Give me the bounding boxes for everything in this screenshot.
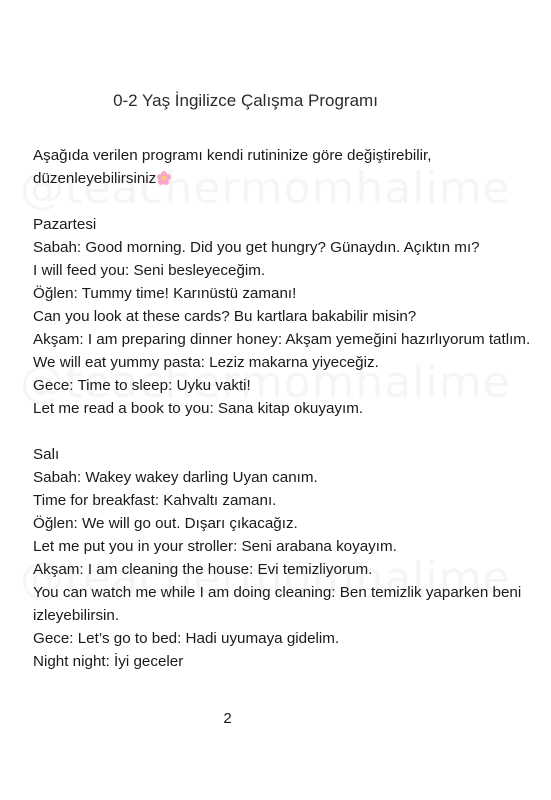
schedule-line: Time for breakfast: Kahvaltı zamanı.: [33, 492, 277, 509]
spacer: [33, 190, 538, 213]
schedule-line: Akşam: I am cleaning the house: Evi temizliyorum.: [33, 561, 373, 578]
page-title: 0-2 Yaş İngilizce Çalışma Programı: [113, 91, 378, 110]
page-number: 2: [223, 710, 232, 727]
schedule-line: Akşam: I am preparing dinner honey: Akşam yemeğini hazırlıyorum tatlım.: [33, 331, 531, 348]
schedule-line: You can watch me while I am doing cleaning: Ben temizlik yaparken beni izleyebilirsin.: [33, 584, 522, 624]
document-body: [33, 144, 538, 673]
schedule-line: Gece: Time to sleep: Uyku vakti!: [33, 377, 251, 394]
day-heading-tuesday: Salı: [33, 446, 60, 463]
intro-line: Aşağıda verilen programı kendi rutininize göre değiştirebilir,: [33, 147, 432, 164]
intro-line-text: düzenleyebilirsiniz: [33, 170, 157, 187]
schedule-line: I will feed you: Seni besleyeceğim.: [33, 262, 266, 279]
day-heading-monday: Pazartesi: [33, 216, 97, 233]
schedule-line: We will eat yummy pasta: Leziz makarna yiyeceğiz.: [33, 354, 379, 371]
spacer: [33, 420, 538, 443]
intro-line: [33, 167, 538, 190]
schedule-line: Öğlen: We will go out. Dışarı çıkacağız.: [33, 515, 298, 532]
schedule-line: Let me read a book to you: Sana kitap okuyayım.: [33, 400, 364, 417]
cherry-blossom-icon: [157, 171, 171, 185]
schedule-line: Night night: İyi geceler: [33, 653, 184, 670]
schedule-line: Sabah: Wakey wakey darling Uyan canım.: [33, 469, 318, 486]
schedule-line: Let me put you in your stroller: Seni arabana koyayım.: [33, 538, 397, 555]
schedule-line: Öğlen: Tummy time! Karınüstü zamanı!: [33, 285, 297, 302]
schedule-line: Can you look at these cards? Bu kartlara bakabilir misin?: [33, 308, 417, 325]
schedule-line: Sabah: Good morning. Did you get hungry? Günaydın. Açıktın mı?: [33, 239, 480, 256]
schedule-line: Gece: Let’s go to bed: Hadi uyumaya gidelim.: [33, 630, 340, 647]
